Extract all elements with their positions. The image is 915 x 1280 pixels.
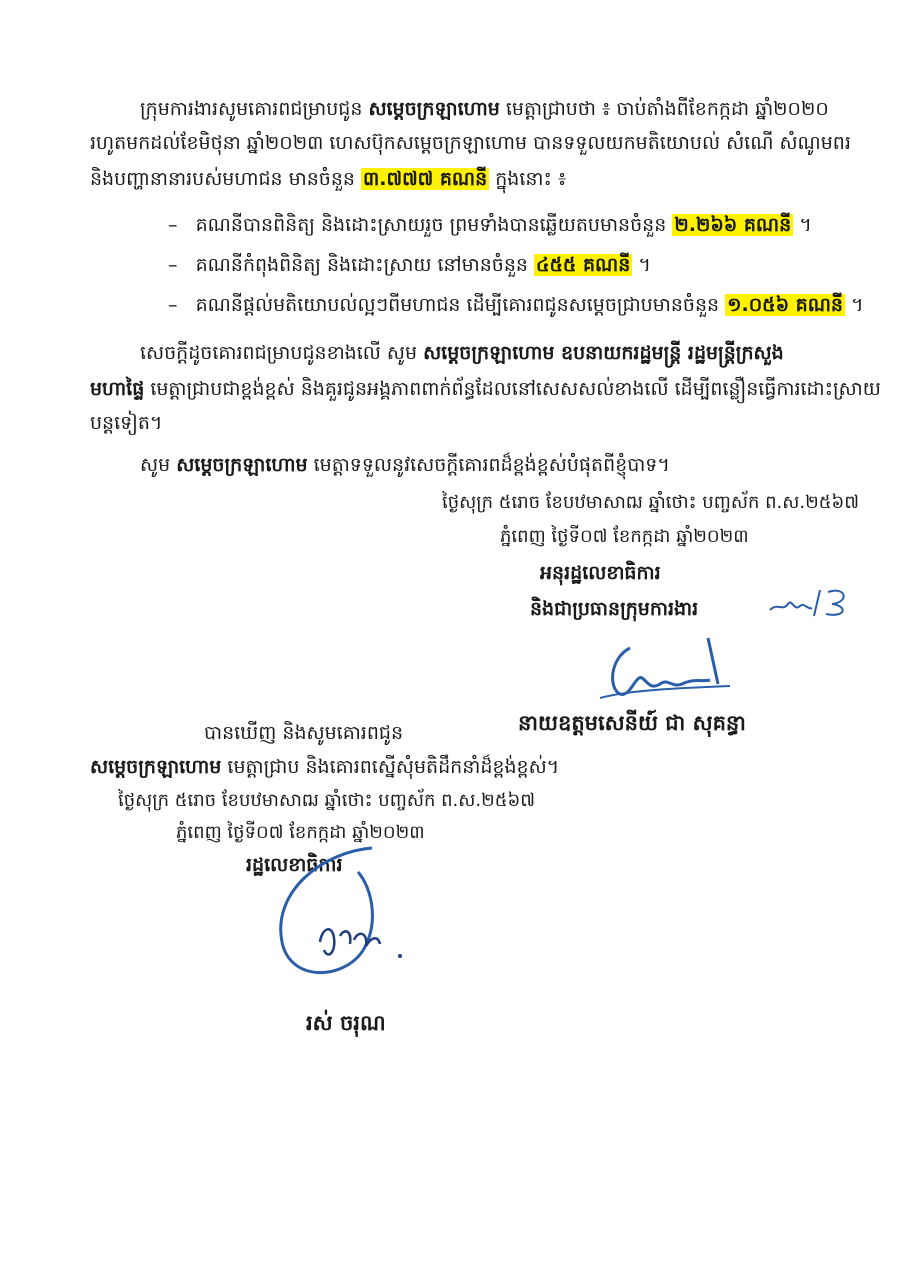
intro-line-2 — [90, 130, 851, 156]
left-date-solar: ភ្នំពេញ ថ្ងៃទី០៧ ខែកក្កដា ឆ្នាំ២០២៣ — [176, 822, 425, 843]
bullet-end: ។ — [638, 254, 651, 276]
intro-text-cont: ក្នុងនោះ ៖ — [495, 168, 567, 190]
para2-ministry: មហាផ្ទៃ — [90, 378, 145, 400]
para2-line-1 — [140, 340, 784, 366]
closing-text-cont: មេត្តាទទួលនូវសេចក្តីគោរពដ៏ខ្ពង់ខ្ពស់បំផុតពីខ្ញុំបាទ។ — [313, 454, 670, 476]
para2-line-2 — [90, 376, 881, 402]
right-title-1: អនុរដ្ឋលេខាធិការ — [540, 562, 661, 584]
left-title: រដ្ឋលេខាធិការ — [246, 854, 343, 876]
bullet-dash: – — [168, 294, 178, 316]
left-signature — [262, 832, 422, 992]
left-signatory-name: រស់ ចរុណ — [306, 1011, 386, 1035]
bullet-text: គណនីផ្តល់មតិយោបល់ល្អៗពីមហាជន ដើម្បីគោរពជូនសម្តេចជ្រាបមានចំនួន — [195, 294, 720, 316]
para2-text: មេត្តាជ្រាបជាខ្ពង់ខ្ពស់ និងគួរជូនអង្គភាពពាក់ព័ន្ធដែលនៅសេសសល់ខាងលើ ដើម្បីពន្លឿនធ្វើការដោះស្រាយ — [150, 378, 881, 400]
right-title-2: និងជាប្រធានក្រុមការងារ — [530, 598, 699, 620]
bullet-dash: – — [168, 214, 178, 236]
intro-line-3 — [90, 166, 566, 192]
bullet-item — [168, 292, 864, 318]
intro-addressee: សម្តេចក្រឡាហោម — [368, 98, 500, 120]
right-signatory-name: នាយឧត្តមសេនីយ៍ ជា សុគន្ធា — [518, 711, 746, 735]
bullet-end: ។ — [799, 214, 812, 236]
bullet-highlight: ១.០៥៦ គណនី — [727, 294, 843, 316]
para2-text: បន្តទៀត។ — [90, 412, 163, 434]
bullet-text: គណនីកំពុងពិនិត្យ និងដោះស្រាយ នៅមានចំនួន — [195, 254, 528, 276]
bullet-highlight: ៤៥៥ គណនី — [536, 254, 631, 276]
right-date-solar: ភ្នំពេញ ថ្ងៃទី០៧ ខែកក្កដា ឆ្នាំ២០២៣ — [500, 526, 749, 547]
right-signature — [590, 628, 750, 708]
bullet-item — [168, 212, 812, 238]
bullet-item — [168, 252, 651, 278]
initials-signature — [768, 582, 858, 622]
intro-line-1 — [140, 96, 829, 122]
left-date-lunar: ថ្ងៃសុក្រ ៥រោច ខែបឋមាសាឍ ឆ្នាំថោះ បញ្ចស័ក ព.ស.២៥៦៧ — [118, 790, 536, 811]
bullet-dash: – — [168, 254, 178, 276]
right-date-lunar: ថ្ងៃសុក្រ ៥រោច ខែបឋមាសាឍ ឆ្នាំថោះ បញ្ចស័ក ព.ស.២៥៦៧ — [442, 492, 860, 513]
intro-text: ក្រុមការងារសូមគោរពជម្រាបជូន — [140, 98, 363, 120]
intro-text-cont: មេត្តាជ្រាបថា ៖ ចាប់តាំងពីខែកក្កដា ឆ្នាំ២០២០ — [505, 98, 829, 120]
para2-text: សេចក្តីដូចគោរពជម្រាបជូនខាងលើ សូម — [140, 342, 418, 364]
bullet-text: គណនីបានពិនិត្យ និងដោះស្រាយរួច ព្រមទាំងបានឆ្លើយតបមានចំនួន — [195, 214, 667, 236]
closing-addressee: សម្តេចក្រឡាហោម — [176, 454, 308, 476]
intro-text: រហូតមកដល់ខែមិថុនា ឆ្នាំ២០២៣ ហេសប៊ុកសម្តេចក្រឡាហោម បានទទួលយកមតិយោបល់ សំណើ សំណូមពរ — [90, 132, 851, 154]
closing-text: សូម — [140, 454, 171, 476]
left-seen: បានឃើញ និងសូមគោរពជូន — [204, 722, 404, 744]
left-addressee-rest: មេត្តាជ្រាប និងគោរពស្នើសុំមតិដឹកនាំដ៏ខ្ពង់ខ្ពស់។ — [227, 756, 560, 778]
para2-addressee: សម្តេចក្រឡាហោម ឧបនាយករដ្ឋមន្ត្រី រដ្ឋមន្ត្រីក្រសួង — [423, 342, 784, 364]
left-addressee: សម្តេចក្រឡាហោម — [90, 756, 222, 778]
para2-line-3 — [90, 410, 162, 436]
bullet-end: ។ — [851, 294, 864, 316]
left-addressee-line — [90, 754, 559, 780]
closing-line — [140, 452, 670, 478]
bullet-highlight: ២.២៦៦ គណនី — [674, 214, 792, 236]
total-accounts-highlight: ៣.៧៧៧ គណនី — [363, 168, 488, 190]
intro-text: និងបញ្ហានានារបស់មហាជន មានចំនួន — [90, 168, 355, 190]
